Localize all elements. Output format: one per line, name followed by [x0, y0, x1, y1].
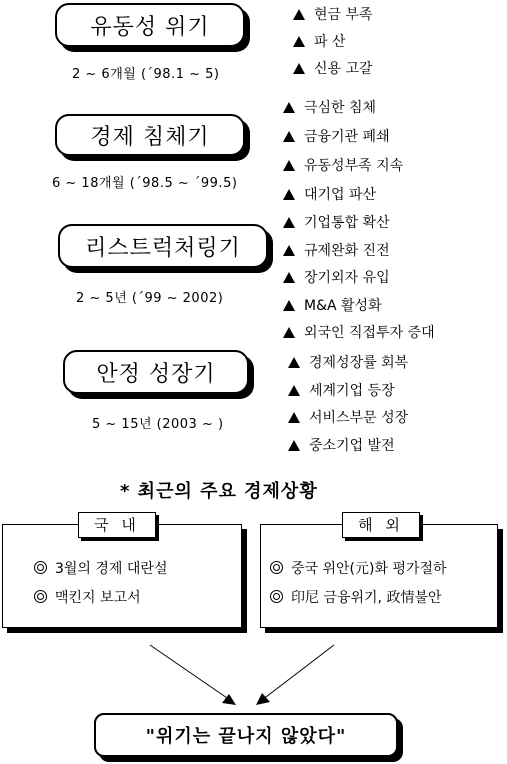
left-arrow-line: [150, 645, 230, 700]
conclusion-text: "위기는 끝나지 않았다": [145, 726, 347, 747]
domestic-item: 3월의 경제 대란설: [34, 558, 167, 578]
bullet-item: 경제성장률 회복: [288, 350, 408, 378]
right-arrowhead-icon: [256, 693, 270, 705]
stage-3-period: 2 ~ 5년 (´99 ~ 2002): [76, 291, 224, 306]
bullet-item: 극심한 침체: [283, 94, 403, 123]
bullet-item: 현금 부족: [293, 2, 373, 29]
overseas-item: 印尼 금융위기, 政情불안: [270, 587, 442, 607]
bullet-item: 유동성부족 지속: [283, 152, 403, 181]
bullet-item: 신용 고갈: [293, 56, 373, 83]
stage-3-title: 리스트럭처링기: [85, 235, 241, 261]
stage-4-period: 5 ~ 15년 (2003 ~ ): [92, 417, 224, 432]
stage-2-period: 6 ~ 18개월 (´98.5 ~ ´99.5): [52, 176, 238, 191]
bullet-item: 금융기관 폐쇄: [283, 123, 403, 152]
domestic-tab: 국 내: [78, 512, 156, 538]
overseas-tab: 해 외: [342, 512, 420, 538]
stage-1-title: 유동성 위기: [90, 14, 210, 40]
bullet-item: 기업통합 확산: [283, 210, 435, 238]
bullet-item: 외국인 직접투자 증대: [283, 320, 435, 348]
bullet-item: 규제완화 진전: [283, 238, 435, 266]
bullet-item: 대기업 파산: [283, 181, 403, 210]
bullet-item: 세계기업 등장: [288, 378, 408, 406]
bullet-item: 장기외자 유입: [283, 265, 435, 293]
stage-4-title: 안정 성장기: [96, 361, 216, 387]
stage-2-title: 경제 침체기: [90, 124, 210, 150]
stage-1-period: 2 ~ 6개월 (´98.1 ~ 5): [72, 67, 220, 82]
bullet-item: 서비스부문 성장: [288, 405, 408, 433]
bullet-item: M&A 활성화: [283, 293, 435, 321]
recent-heading: * 최근의 주요 경제상황: [120, 481, 318, 502]
domestic-item: 맥킨지 보고서: [34, 587, 141, 607]
right-arrow-line: [262, 645, 334, 700]
conclusion-box: [94, 713, 398, 757]
overseas-item: 중국 위안(元)화 평가절하: [270, 558, 447, 578]
bullet-item: 중소기업 발전: [288, 433, 408, 461]
bullet-item: 파 산: [293, 29, 373, 56]
